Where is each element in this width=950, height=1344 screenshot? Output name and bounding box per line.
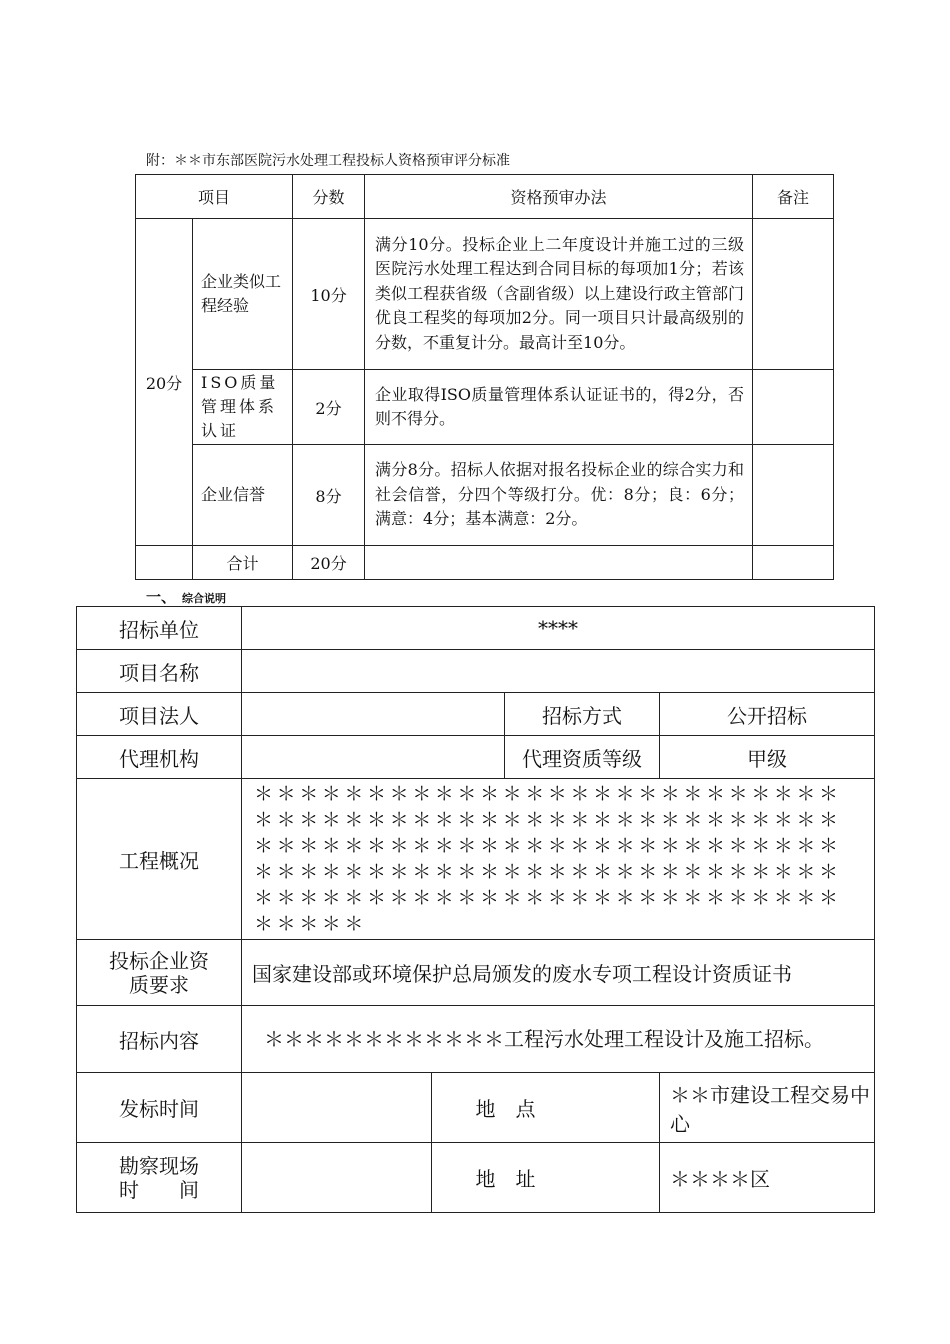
info-row: [77, 736, 875, 779]
row-method: 满分10分。投标企业上二年度设计并施工过的三级医院污水处理工程达到合同目标的每项加1分；若该类似工程获省级（含副省级）以上建设行政主管部门优良工程奖的每项加2分。同一项目只计最高级别的分数，不重复计分。最高计至10分。: [365, 219, 753, 370]
row-item: 企业信誉: [193, 445, 293, 546]
agency-grade-value: 甲级: [660, 736, 875, 779]
content-label: 招标内容: [77, 1006, 242, 1073]
overview-value: ＊＊＊＊＊＊＊＊＊＊＊＊＊＊＊＊＊＊＊＊＊＊＊＊＊＊＊＊＊＊＊＊＊＊＊＊＊＊＊＊＊＊＊＊＊＊＊＊＊＊＊＊＊＊＊＊＊＊＊＊＊＊＊＊＊＊＊＊＊＊＊＊＊＊＊＊＊＊＊＊＊＊＊＊＊＊＊＊＊＊＊＊＊＊＊＊＊＊＊＊＊＊＊＊＊＊＊＊＊＊＊＊＊＊＊＊＊＊＊＊＊＊＊＊＊＊＊＊＊＊＊＊＊＊＊: [242, 779, 875, 940]
qualification-label: 投标企业资质要求: [77, 940, 242, 1006]
total-label: 合计: [193, 546, 293, 580]
group-score: 20分: [136, 219, 193, 546]
total-method: [365, 546, 753, 580]
content-value: ＊＊＊＊＊＊＊＊＊＊＊＊工程污水处理工程设计及施工招标。: [242, 1006, 875, 1073]
survey-label-line-1: 勘察现场: [119, 1153, 199, 1178]
header-method: 资格预审办法: [365, 175, 753, 219]
issue-time-value: [242, 1073, 432, 1143]
survey-label-line-2: 时 间: [119, 1177, 199, 1202]
total-row: [136, 546, 834, 580]
place-label: 地 点: [432, 1073, 660, 1143]
address-label: 地 址: [432, 1143, 660, 1213]
row-note: [753, 445, 834, 546]
legal-person-label: 项目法人: [77, 693, 242, 736]
section-number: 一、: [146, 588, 177, 606]
general-info-table: [76, 606, 875, 1213]
survey-label: [77, 1143, 242, 1213]
legal-person-value: [242, 693, 505, 736]
header-item: 项目: [136, 175, 293, 219]
tenderer-value: ****: [242, 607, 875, 650]
table-header-row: [136, 175, 834, 219]
row-item: 企业类似工程经验: [193, 219, 293, 370]
info-row: [77, 1073, 875, 1143]
total-blank: [136, 546, 193, 580]
scoring-standard-table: [135, 174, 834, 580]
agency-value: [242, 736, 505, 779]
survey-value: [242, 1143, 432, 1213]
header-note: 备注: [753, 175, 834, 219]
info-row: [77, 607, 875, 650]
total-note: [753, 546, 834, 580]
table-row: [136, 219, 834, 370]
agency-grade-label: 代理资质等级: [505, 736, 660, 779]
row-method: 企业取得ISO质量管理体系认证证书的，得2分，否则不得分。: [365, 370, 753, 445]
total-score: 20分: [293, 546, 365, 580]
bid-method-value: 公开招标: [660, 693, 875, 736]
issue-time-label: 发标时间: [77, 1073, 242, 1143]
table-row: [136, 370, 834, 445]
row-note: [753, 370, 834, 445]
row-note: [753, 219, 834, 370]
project-name-value: [242, 650, 875, 693]
info-row: [77, 693, 875, 736]
info-row: [77, 1006, 875, 1073]
row-score: 8分: [293, 445, 365, 546]
row-score: 2分: [293, 370, 365, 445]
agency-label: 代理机构: [77, 736, 242, 779]
tenderer-label: 招标单位: [77, 607, 242, 650]
info-row: [77, 1143, 875, 1213]
section-heading: [146, 586, 226, 607]
address-value: ＊＊＊＊区: [660, 1143, 875, 1213]
qualification-value: 国家建设部或环境保护总局颁发的废水专项工程设计资质证书: [242, 940, 875, 1006]
row-item: ISO质量管理体系认证: [193, 370, 293, 445]
info-row: [77, 779, 875, 940]
header-score: 分数: [293, 175, 365, 219]
table-caption: 附：＊＊市东部医院污水处理工程投标人资格预审评分标准: [146, 153, 510, 169]
row-score: 10分: [293, 219, 365, 370]
overview-label: 工程概况: [77, 779, 242, 940]
row-method: 满分8分。招标人依据对报名投标企业的综合实力和社会信誉，分四个等级打分。优：8分；良：6分；满意：4分；基本满意：2分。: [365, 445, 753, 546]
table-row: [136, 445, 834, 546]
project-name-label: 项目名称: [77, 650, 242, 693]
info-row: [77, 650, 875, 693]
bid-method-label: 招标方式: [505, 693, 660, 736]
info-row: [77, 940, 875, 1006]
place-value: ＊＊市建设工程交易中心: [660, 1073, 875, 1143]
section-title: 综合说明: [182, 592, 227, 605]
